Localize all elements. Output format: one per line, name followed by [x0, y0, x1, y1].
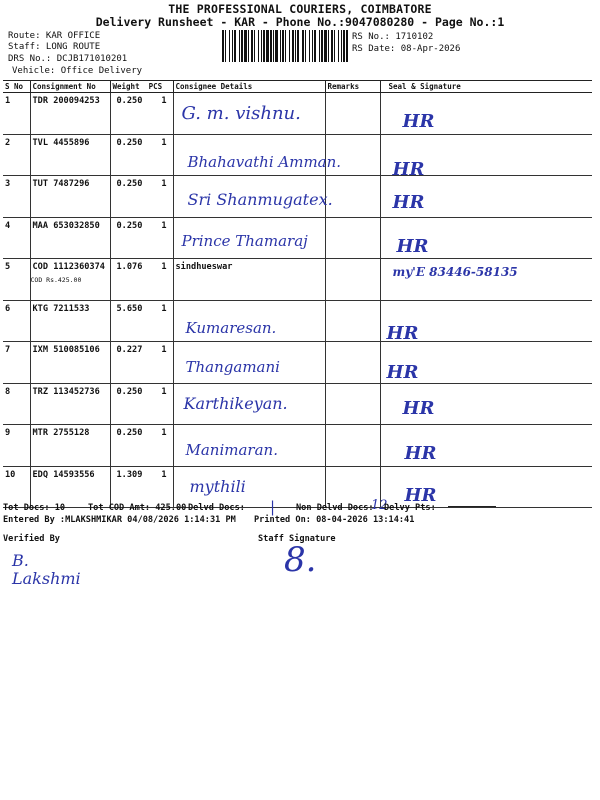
- weight-value: 0.250: [116, 386, 143, 397]
- pcs-value: 1: [161, 469, 167, 480]
- col-sno: S No: [3, 81, 30, 93]
- seal-signature: HR: [402, 397, 435, 419]
- weight-pcs-cell: [110, 259, 173, 301]
- pcs-value: 1: [161, 262, 167, 272]
- consignment-cell-text: TVL 4455896: [32, 137, 90, 148]
- seal-cell: [380, 259, 592, 301]
- table-header-row: [3, 81, 592, 93]
- table-row: [3, 425, 592, 467]
- sno-cell-text: 9: [5, 428, 11, 438]
- sno-cell: [3, 93, 30, 135]
- rs-number: RS No.: 1710102: [352, 32, 434, 42]
- seal-cell: [380, 300, 592, 342]
- rs-date: RS Date: 08-Apr-2026: [352, 44, 461, 54]
- sno-cell: [3, 300, 30, 342]
- weight-value: 1.309: [116, 469, 143, 480]
- weight-value: 1.076: [116, 262, 143, 272]
- consignee-cell: [173, 134, 342, 176]
- seal-signature: HR: [402, 111, 435, 132]
- consignee-cell: [173, 259, 325, 301]
- sno-cell: [3, 134, 30, 176]
- consignee-handwritten-name: Sri Shanmugatex.: [187, 190, 333, 209]
- weight-pcs-cell: [110, 176, 173, 218]
- consignment-cell-text: MTR 2755128: [32, 428, 90, 438]
- pcs-value: 1: [161, 303, 167, 314]
- consignee-cell: [173, 425, 325, 467]
- consignment-cell-text: COD 1112360374: [32, 262, 105, 272]
- consignee-cell-text: sindhueswar: [175, 262, 233, 272]
- weight-value: 0.250: [116, 428, 143, 438]
- consignee-handwritten-name: Karthikeyan.: [183, 393, 288, 413]
- consignment-cell-text: EDQ 14593556: [32, 469, 95, 480]
- remarks-cell: [325, 217, 380, 259]
- sno-cell: [3, 176, 30, 218]
- consignment-cell: [30, 176, 110, 218]
- seal-cell: [380, 176, 592, 218]
- consignment-cell-text: TDR 200094253: [32, 96, 100, 106]
- remarks-cell: [325, 342, 380, 384]
- consignee-handwritten-name: Manimaran.: [185, 441, 278, 459]
- sno-cell-text: 3: [5, 179, 11, 189]
- col-weight: Weight: [112, 82, 140, 91]
- consignee-cell: [173, 342, 325, 384]
- consignment-cell: [30, 300, 110, 342]
- remarks-cell: [325, 383, 380, 425]
- consignment-cell-text: TRZ 113452736: [32, 386, 100, 397]
- remarks-cell: [325, 300, 380, 342]
- consignee-cell: [173, 300, 325, 342]
- table-row: [3, 134, 592, 176]
- consignee-cell: [173, 466, 325, 508]
- drs-number: DRS No.: DCJB171010201: [8, 54, 128, 64]
- consignment-cell: [30, 217, 110, 259]
- weight-value: 0.250: [116, 220, 143, 231]
- staff-signature-label: Staff Signature: [258, 534, 336, 544]
- consignment-cell: [30, 342, 110, 384]
- table-row: [3, 176, 592, 218]
- weight-pcs-cell: [110, 383, 173, 425]
- sno-cell: [3, 217, 30, 259]
- col-consignee: Consignee Details: [173, 81, 325, 93]
- sno-cell-text: 10: [5, 469, 16, 480]
- seal-signature: HR: [404, 443, 437, 464]
- pcs-value: 1: [161, 428, 167, 438]
- seal-cell: [380, 342, 592, 384]
- pcs-value: 1: [161, 386, 167, 397]
- consignment-cell: [30, 383, 110, 425]
- pcs-value: 1: [161, 220, 167, 231]
- weight-pcs-cell: [110, 134, 173, 176]
- seal-cell: [380, 217, 592, 259]
- weight-value: 0.227: [116, 345, 143, 355]
- col-pcs: PCS: [148, 82, 163, 91]
- consignment-cell: [30, 425, 110, 467]
- table-row: [3, 300, 592, 342]
- col-seal: Seal & Signature: [380, 81, 592, 93]
- weight-pcs-cell: [110, 425, 173, 467]
- entered-by: Entered By :MLAKSHMIKAR 04/08/2026 1:14:31 PM: [3, 515, 236, 525]
- seal-cell: [380, 466, 592, 508]
- staff-label: Staff: LONG ROUTE: [8, 42, 101, 52]
- sno-cell: [3, 259, 30, 301]
- consignment-cell-text: KTG 7211533: [32, 303, 90, 314]
- consignment-cell-text: TUT 7487296: [32, 179, 90, 189]
- weight-pcs-cell: [110, 466, 173, 508]
- table-row: [3, 383, 592, 425]
- delivery-points-label: Delvy Pts:: [384, 503, 436, 513]
- non-delivered-docs-value: 12: [371, 498, 388, 513]
- consignee-cell: [173, 93, 325, 135]
- sno-cell-text: 2: [5, 137, 11, 148]
- table-row: [3, 217, 592, 259]
- pcs-value: 1: [161, 179, 167, 189]
- seal-cell: [380, 425, 592, 467]
- table-row: [3, 259, 592, 301]
- col-consignment: Consignment No: [30, 81, 110, 93]
- consignee-handwritten-name: G. m. vishnu.: [181, 103, 301, 124]
- sno-cell-text: 6: [5, 303, 11, 314]
- consignment-cell: [30, 134, 110, 176]
- runsheet-table: [3, 80, 592, 508]
- weight-pcs-cell: [110, 93, 173, 135]
- consignee-handwritten-name: Kumaresan.: [185, 318, 277, 337]
- seal-cell: [380, 93, 592, 135]
- consignee-cell: [173, 383, 325, 425]
- sno-cell-text: 1: [5, 96, 11, 106]
- consignee-handwritten-name: Bhahavathi Amman.: [187, 152, 342, 171]
- weight-value: 0.250: [116, 96, 143, 106]
- table-row: [3, 342, 592, 384]
- remarks-cell: [325, 176, 380, 218]
- consignment-cell: [30, 466, 110, 508]
- weight-value: 0.250: [116, 137, 143, 148]
- weight-value: 5.650: [116, 303, 143, 314]
- sno-cell-text: 8: [5, 386, 11, 397]
- weight-pcs-cell: [110, 342, 173, 384]
- consignee-handwritten-name: Prince Thamaraj: [181, 231, 308, 250]
- sno-cell: [3, 466, 30, 508]
- pcs-value: 1: [161, 345, 167, 355]
- sno-cell-text: 7: [5, 345, 11, 355]
- consignment-cell: [30, 93, 110, 135]
- pcs-value: 1: [161, 137, 167, 148]
- seal-signature: my'E 83446-58135: [392, 265, 518, 279]
- sno-cell: [3, 425, 30, 467]
- runsheet-subtitle: Delivery Runsheet - KAR - Phone No.:9047080280 - Page No.:1: [95, 15, 505, 29]
- verified-by-label: Verified By: [3, 534, 60, 544]
- delivered-docs-label: Delvd Docs:: [188, 503, 245, 513]
- weight-pcs-cell: [110, 300, 173, 342]
- staff-signature: 8.: [284, 540, 317, 580]
- seal-signature: HR: [404, 484, 437, 506]
- table-row: [3, 93, 592, 135]
- vehicle-label: Vehicle: Office Delivery: [12, 66, 143, 76]
- consignment-cell-text: IXM 510085106: [32, 345, 100, 355]
- remarks-cell: [325, 134, 380, 176]
- total-docs: Tot Docs: 10: [3, 503, 66, 513]
- consignee-cell: [173, 217, 325, 259]
- company-title: THE PROFESSIONAL COURIERS, COIMBATORE: [168, 2, 432, 16]
- weight-value: 0.250: [116, 179, 143, 189]
- printed-on: Printed On: 08-04-2026 13:14:41: [254, 515, 415, 525]
- barcode-image: [222, 30, 348, 62]
- total-cod-amount: Tot COD Amt: 425.00: [88, 503, 187, 513]
- consignment-cell: [30, 259, 110, 301]
- sno-cell-text: 4: [5, 220, 11, 231]
- consignee-cell: [173, 176, 333, 218]
- consignment-cell-text: MAA 653032850: [32, 220, 100, 231]
- verified-by-signature: B. Lakshmi: [12, 551, 81, 588]
- non-delivered-docs-label: Non Delvd Docs:: [296, 503, 374, 513]
- seal-signature: HR: [396, 235, 429, 257]
- delivered-docs-value: |: [270, 498, 276, 516]
- remarks-cell: [325, 93, 380, 135]
- cod-note: COD Rs.425.00: [30, 276, 82, 284]
- seal-signature: HR: [392, 192, 425, 213]
- sno-cell: [3, 383, 30, 425]
- delivery-points-blank: [448, 506, 496, 507]
- seal-signature: HR: [386, 322, 419, 344]
- col-remarks: Remarks: [325, 81, 380, 93]
- col-weight-pcs: [110, 81, 173, 93]
- sno-cell-text: 5: [5, 262, 11, 272]
- consignee-handwritten-name: mythili: [189, 476, 246, 496]
- pcs-value: 1: [161, 96, 167, 106]
- sno-cell: [3, 342, 30, 384]
- consignee-handwritten-name: Thangamani: [185, 358, 280, 376]
- remarks-cell: [325, 259, 380, 301]
- seal-cell: [380, 383, 592, 425]
- seal-signature: HR: [392, 158, 425, 180]
- seal-cell: [380, 134, 592, 180]
- route-label: Route: KAR OFFICE: [8, 31, 101, 41]
- seal-signature: HR: [386, 362, 419, 383]
- weight-pcs-cell: [110, 217, 173, 259]
- remarks-cell: [325, 425, 380, 467]
- table-row: [3, 466, 592, 508]
